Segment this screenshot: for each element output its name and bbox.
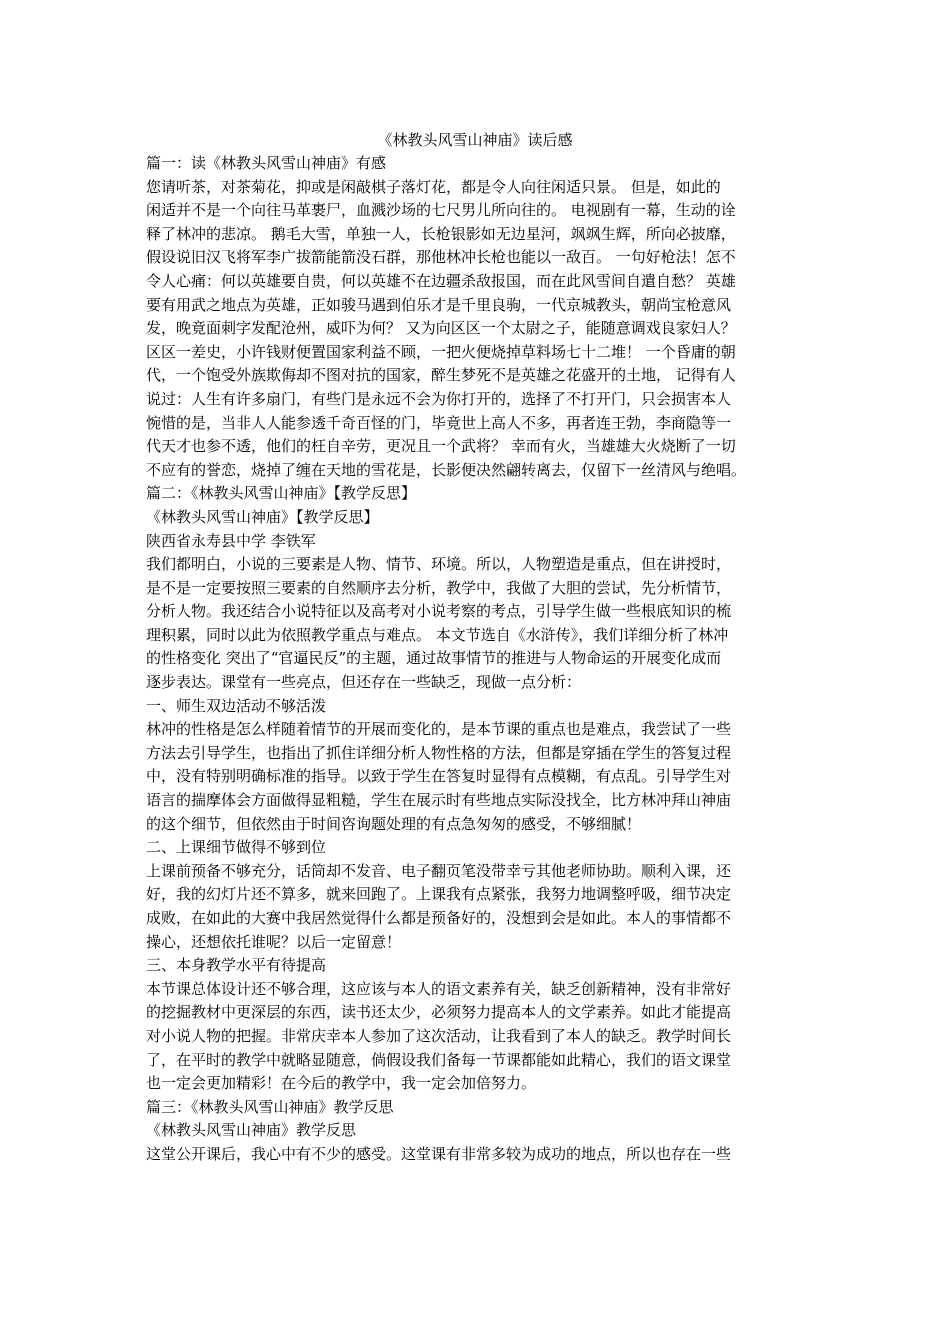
text-line: 中，没有特别明确标准的指导。以致于学生在答复时显得有点模糊，有点乱。引导学生对 [146,767,732,786]
text-line: 上课前预备不够充分，话筒却不发音、电子翻页笔没带幸亏其他老师协助。顺利入课，还 [146,861,732,880]
text-line: 令人心痛：何以英雄要自贵，何以英雄不在边疆杀敌报国，而在此风雪间自遣自愁？ 英雄 [146,271,736,290]
text-line: 方法去引导学生，也指出了抓住详细分析人物性格的方法，但都是穿插在学生的答复过程 [146,743,732,762]
text-line: 的挖掘教材中更深层的东西，读书还太少，必须努力提高本人的文学素养。如此才能提高 [146,1003,732,1022]
text-line: 区区一差史，小许钱财便置国家利益不顾，一把火便烧掉草料场七十二堆！ 一个昏庸的朝 [146,342,736,361]
text-line: 逐步表达。课堂有一些亮点，但还存在一些缺乏，现做一点分析： [146,673,582,692]
text-line: 的这个细节，但依然由于时间咨询题处理的有点急匆匆的感受，不够细腻！ [146,814,642,833]
text-line: 篇三：《林教头风雪山神庙》教学反思 [146,1097,394,1116]
text-line: 三、本身教学水平有待提高 [146,956,327,975]
text-line: 林冲的性格是怎么样随着情节的开展而变化的，是本节课的重点也是难点，我尝试了一些 [146,720,732,739]
text-line: 说过：人生有许多扇门，有些门是永远不会为你打开的，选择了不打开门，只会损害本人 [146,389,732,408]
text-line: 好，我的幻灯片还不算多，就来回跑了。上课我有点紧张，我努力地调整呼吸，细节决定 [146,885,732,904]
text-line: 本节课总体设计还不够合理，这应该与本人的语文素养有关，缺乏创新精神，没有非常好 [146,979,732,998]
text-line: 了，在平时的教学中就略显随意，倘假设我们备每一节课都能如此精心，我们的语文课堂 [146,1050,732,1069]
text-line: 这堂公开课后，我心中有不少的感受。这堂课有非常多较为成功的地点，所以也存在一些 [146,1144,732,1163]
text-line: 闲适并不是一个向往马革裹尸，血溅沙场的七尺男儿所向往的。 电视剧有一幕，生动的诠 [146,201,736,220]
text-line: 不应有的誉恋，烧掉了缠在天地的雪花是，长影便决然翩转离去，仅留下一丝清风与绝唱。 [146,460,747,479]
text-line: 代天才也参不透，他们的枉自辛劳，更况且一个武将？ 幸而有火，当雄雄大火烧断了一切 [146,437,736,456]
text-line: 您请听茶，对茶菊花，抑或是闲敲棋子落灯花，都是令人向往闲适只景。 但是，如此的 [146,177,721,196]
text-line: 释了林冲的悲凉。 鹅毛大雪，单独一人，长枪银影如无边星河，飒飒生辉，所向必披靡， [146,224,736,243]
text-line: 一、师生双边活动不够活泼 [146,696,327,715]
text-line: 要有用武之地点为英雄，正如骏马遇到伯乐才是千里良驹，一代京城教头，朝尚宝枪意风 [146,295,732,314]
text-line: 成败，在如此的大赛中我居然觉得什么都是预备好的，没想到会是如此。本人的事情都不 [146,909,732,927]
text-line: 分析人物。我还结合小说特征以及高考对小说考察的考点，引导学生做一些根底知识的梳 [146,602,732,621]
text-line: 篇一：读《林教头风雪山神庙》有感 [146,154,387,172]
text-line: 发，晚竟面刺字发配沧州，威吓为何？ 又为向区区一个太尉之子，能随意调戏良家妇人？ [146,319,736,338]
text-line: 理积累，同时以此为依照教学重点与难点。 本文节选自《水浒传》，我们详细分析了林冲 [146,625,729,644]
text-line: 操心，还想依托谁呢？以后一定留意！ [146,932,402,951]
text-line: 《林教头风雪山神庙》【教学反思】 [146,507,379,526]
text-line: 代，一个饱受外族欺侮却不图对抗的国家，醉生梦死不是英雄之花盛开的土地， 记得有人 [146,366,736,385]
document-body [146,152,808,1167]
text-line: 语言的揣摩体会方面做得显粗糙，学生在展示时有些地点实际没找全，比方林冲拜山神庙 [146,791,732,810]
text-line: 惋惜的是，当非人人能参透千奇百怪的门，毕竟世上高人不多，再者连王勃，李商隐等一 [146,413,732,432]
text-line: 是不是一定要按照三要素的自然顺序去分析，教学中，我做了大胆的尝试，先分析情节， [146,578,732,597]
text-line: 篇二：《林教头风雪山神庙》【教学反思】 [146,484,417,503]
text-line: 二、上课细节做得不够到位 [146,838,327,857]
text-line: 的性格变化 突出了“官逼民反”的主题，通过故事情节的推进与人物命运的开展变化成而 [146,649,722,668]
document-title: 《林教头风雪山神庙》读后感 [377,131,573,149]
text-line: 《林教头风雪山神庙》教学反思 [146,1121,357,1140]
text-line: 对小说人物的把握。非常庆幸本人参加了这次活动，让我看到了本人的缺乏。教学时间长 [146,1026,732,1045]
text-line: 假设说旧汉飞将军李广拔箭能箭没石群，那他林冲长枪也能以一敌百。 一句好枪法！怎不 [146,248,736,267]
text-line: 我们都明白，小说的三要素是人物、情节、环境。所以，人物塑造是重点，但在讲授时， [146,555,732,574]
text-line: 也一定会更加精彩！在今后的教学中，我一定会加倍努力。 [146,1074,537,1093]
text-line: 陕西省永寿县中学 李铁军 [146,531,316,550]
